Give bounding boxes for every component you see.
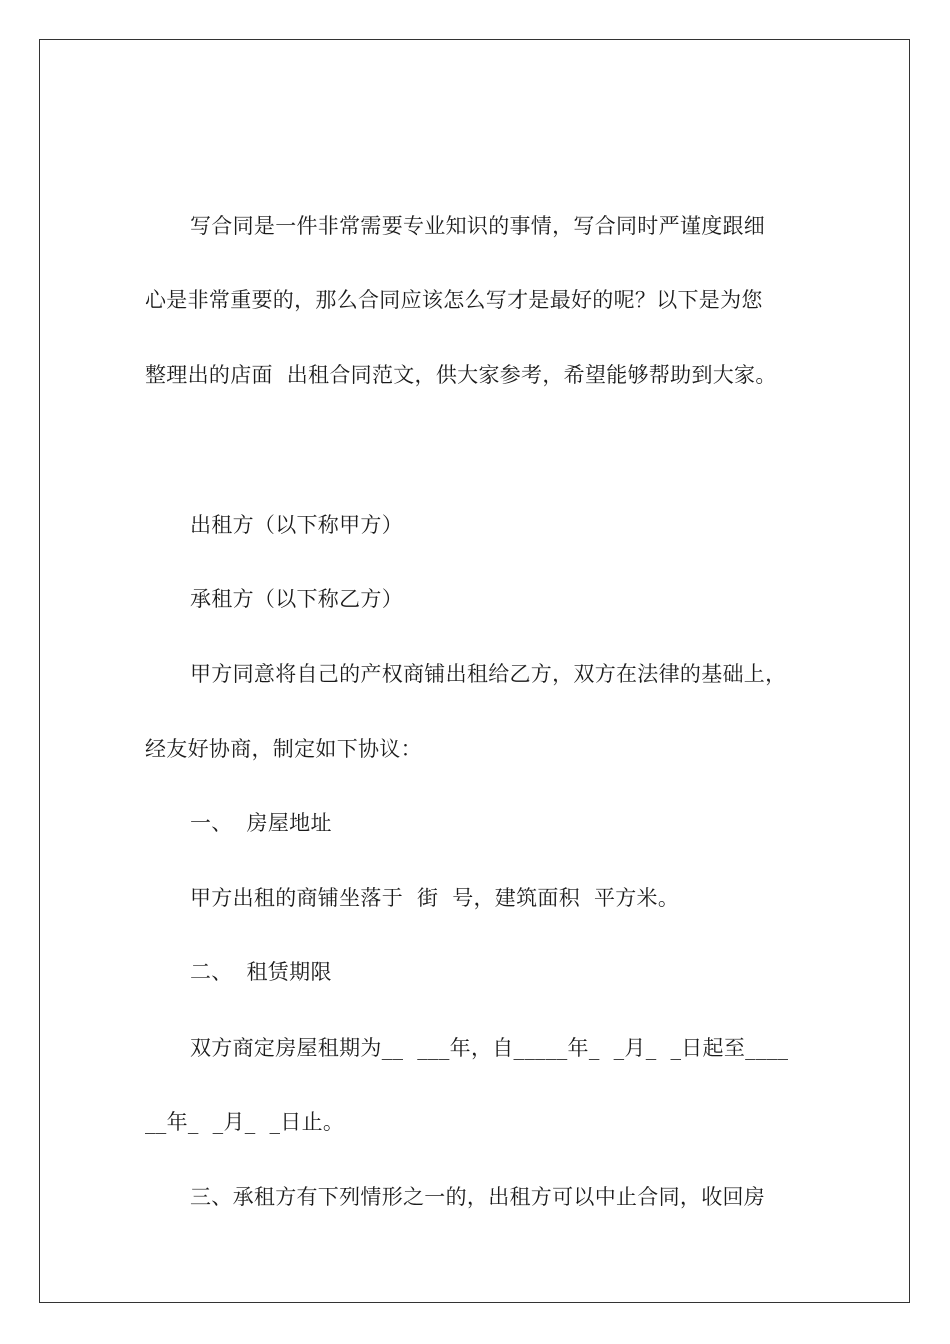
lessor-line: 出租方（以下称甲方） — [190, 513, 403, 537]
agreement-line-2: 经友好协商，制定如下协议： — [145, 737, 422, 761]
intro-line-3: 整理出的店面 出租合同范文，供大家参考，希望能够帮助到大家。 — [145, 363, 777, 387]
section2-body-line-1: 双方商定房屋租期为__ ___年，自_____年_ _月_ _日起至____ — [190, 1036, 789, 1060]
agreement-line-1: 甲方同意将自己的产权商铺出租给乙方，双方在法律的基础上， — [190, 662, 787, 686]
section3-title: 三、承租方有下列情形之一的，出租方可以中止合同，收回房 — [190, 1185, 766, 1209]
intro-line-2: 心是非常重要的，那么合同应该怎么写才是最好的呢？以下是为您 — [145, 288, 763, 312]
section2-title: 二、 租赁期限 — [190, 960, 332, 984]
section2-body-line-2: __年_ _月_ _日止。 — [145, 1110, 345, 1134]
section1-title: 一、 房屋地址 — [190, 811, 332, 835]
intro-line-1: 写合同是一件非常需要专业知识的事情，写合同时严谨度跟细 — [190, 214, 766, 238]
lessee-line: 承租方（以下称乙方） — [190, 587, 403, 611]
section1-body: 甲方出租的商铺坐落于 街 号，建筑面积 平方米。 — [190, 886, 680, 910]
